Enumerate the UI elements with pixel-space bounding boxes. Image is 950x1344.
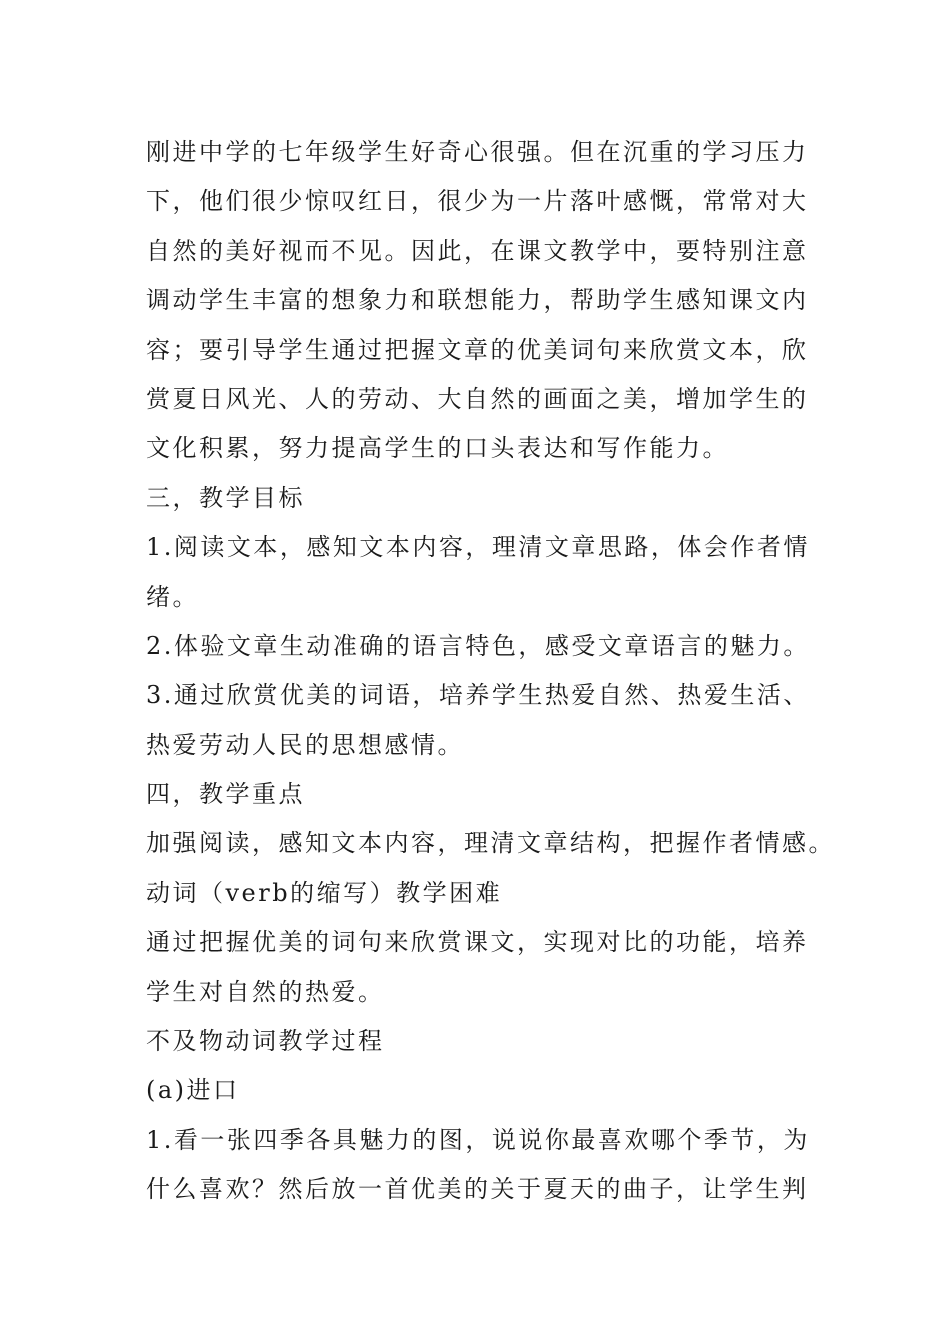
- body-line: 刚进中学的七年级学生好奇心很强。但在沉重的学习压力: [146, 138, 809, 166]
- section-heading-goals: 三，教学目标: [146, 483, 305, 512]
- list-item: 3.通过欣赏优美的词语，培养学生热爱自然、热爱生活、: [146, 681, 810, 710]
- body-line: 加强阅读，感知文本内容，理清文章结构，把握作者情感。: [146, 829, 835, 858]
- section-heading-difficulty: 动词（verb的缩写）教学困难: [146, 878, 503, 907]
- list-item: 2.体验文章生动准确的语言特色，感受文章语言的魅力。: [146, 631, 810, 660]
- section-heading-focus: 四，教学重点: [146, 780, 305, 809]
- list-item: 1.阅读文本，感知文本内容，理清文章思路，体会作者情: [146, 533, 810, 562]
- body-line: 学生对自然的热爱。: [146, 977, 385, 1006]
- body-line: 文化积累，努力提高学生的口头表达和写作能力。: [146, 434, 729, 463]
- document-body: [146, 128, 835, 1215]
- list-item: 1.看一张四季各具魅力的图，说说你最喜欢哪个季节，为: [146, 1125, 810, 1154]
- body-line: 通过把握优美的词句来欣赏课文，实现对比的功能，培养: [146, 928, 809, 957]
- section-heading-process: 不及物动词教学过程: [146, 1027, 385, 1056]
- body-line: 调动学生丰富的想象力和联想能力，帮助学生感知课文内: [146, 286, 809, 315]
- body-line: 热爱劳动人民的思想感情。: [146, 730, 464, 759]
- body-line: 下，他们很少惊叹红日，很少为一片落叶感慨，常常对大: [146, 187, 809, 216]
- body-line: 容；要引导学生通过把握文章的优美词句来欣赏文本，欣: [146, 335, 809, 364]
- body-line: 什么喜欢？然后放一首优美的关于夏天的曲子，让学生判: [146, 1175, 809, 1204]
- body-line: 自然的美好视而不见。因此，在课文教学中，要特别注意: [146, 236, 809, 265]
- body-line: 绪。: [146, 582, 199, 611]
- subsection-heading-intro: (a)进口: [146, 1076, 240, 1105]
- body-line: 赏夏日风光、人的劳动、大自然的画面之美，增加学生的: [146, 384, 809, 413]
